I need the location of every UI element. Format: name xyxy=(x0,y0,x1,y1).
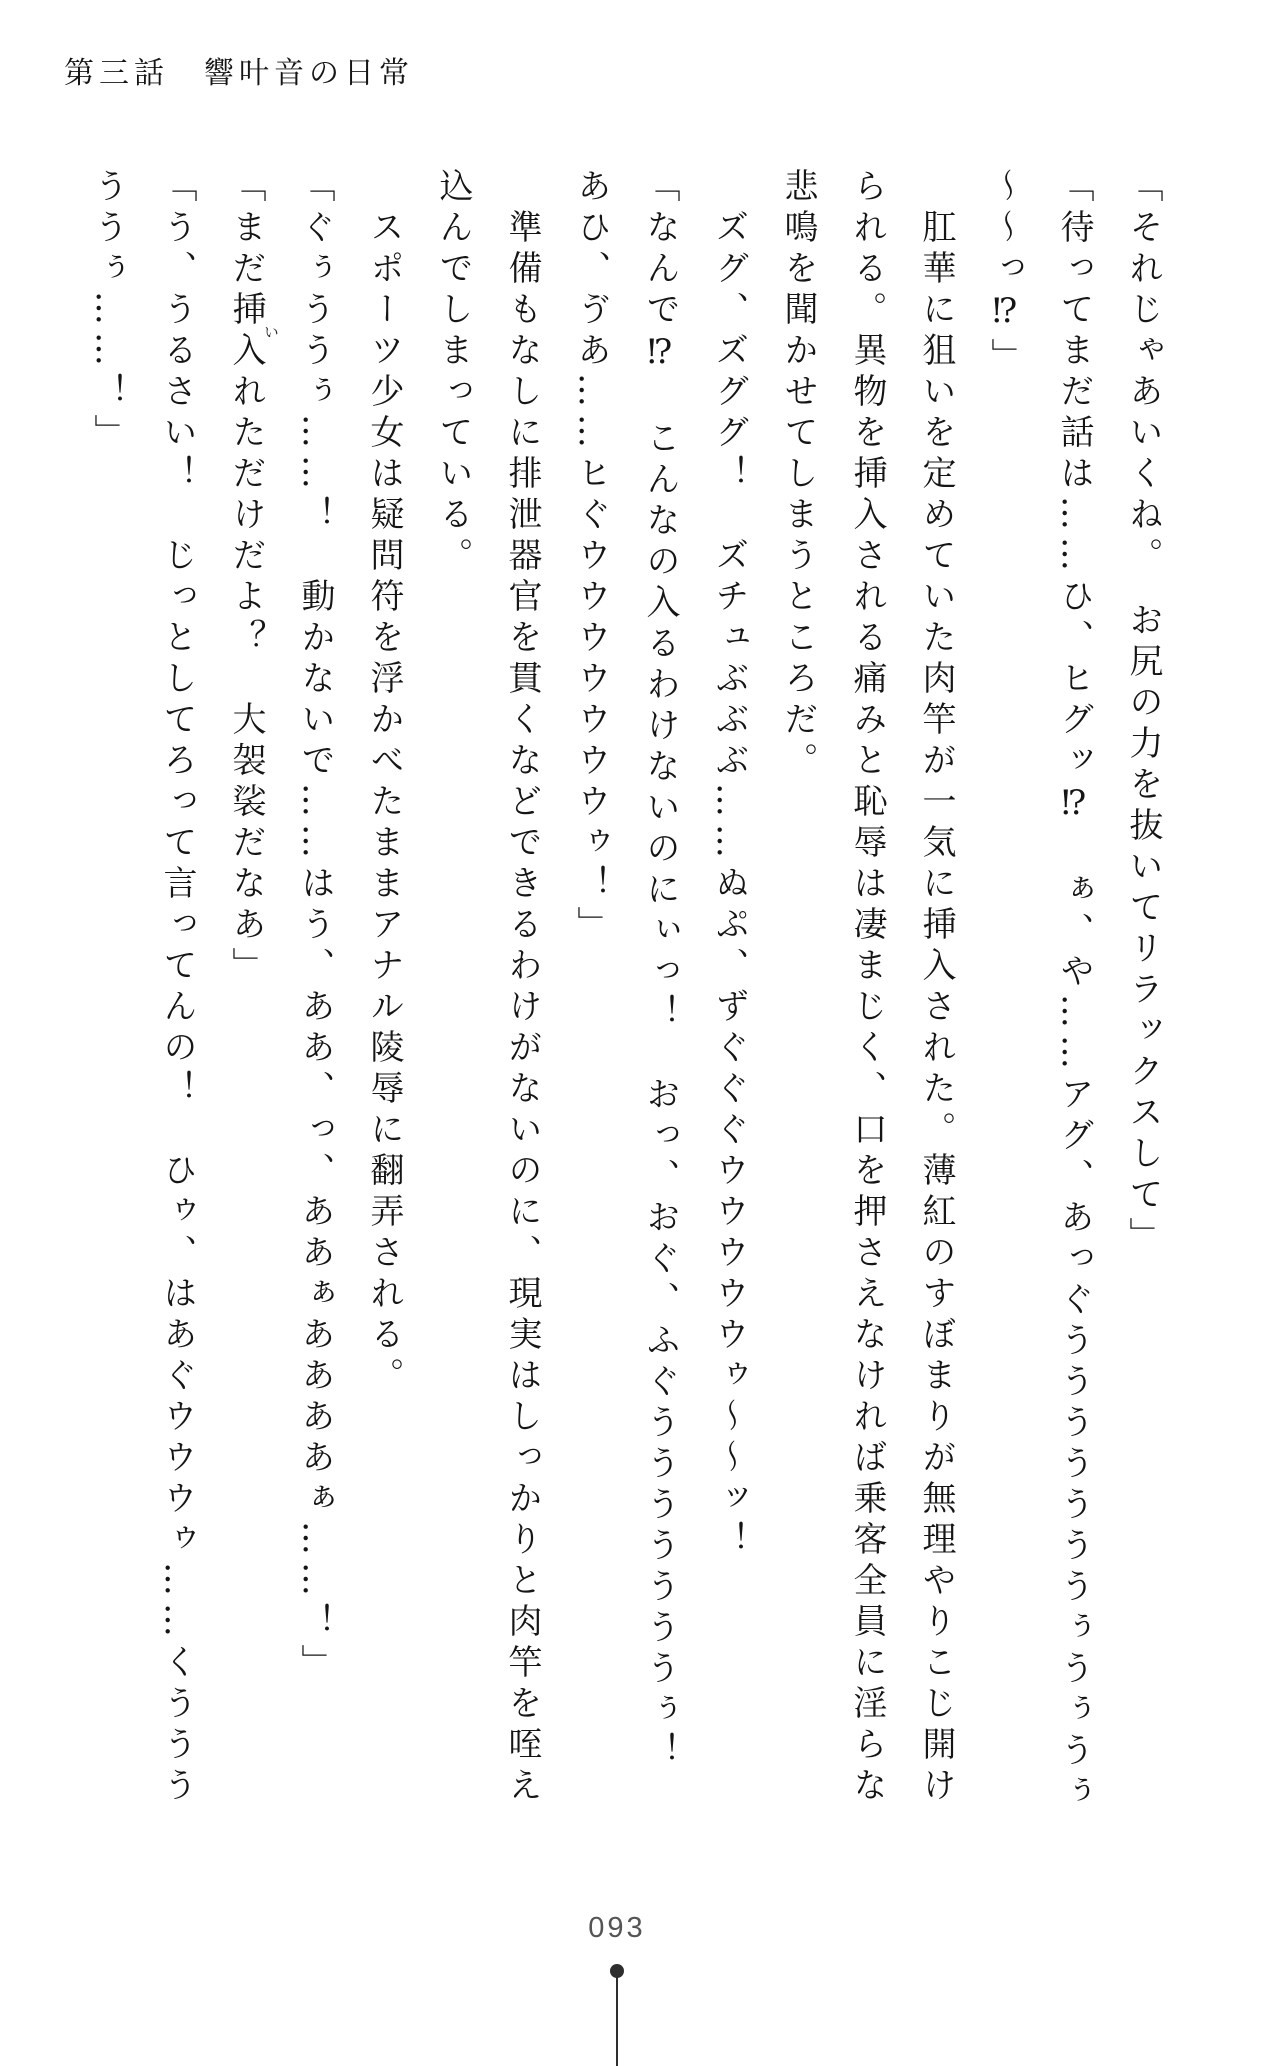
footer-line-ornament xyxy=(616,1976,618,2066)
text-column: スポーツ少女は疑問符を浮かべたままアナル陵辱に翻弄される。 xyxy=(364,209,404,1398)
text-column: 悲鳴を聞かせてしまうところだ。 xyxy=(778,168,818,783)
text-column: 肛華に狙いを定めていた肉竿が一気に挿入された。薄紅のすぼまりが無理やりこじ開け xyxy=(916,209,956,1808)
text-column: ううぅ……！」 xyxy=(88,168,128,455)
text-column: 「それじゃあいくね。 お尻の力を抜いてリラックスして」 xyxy=(1123,168,1163,1258)
ruby-annotated-word: 挿入い xyxy=(226,291,280,373)
text-column: あひ、ゔあ……ヒぐウウウウウウウゥ！」 xyxy=(571,168,611,947)
text-column: られる。異物を挿入される痛みと恥辱は凄まじく、口を押さえなければ乗客全員に淫らな xyxy=(847,168,887,1808)
text-column: 「なんで⁉ こんなの入るわけないのにぃっ！ おっ、おぐ、ふぐうううううううぅ！ xyxy=(640,168,680,1773)
page-number: 093 xyxy=(588,1912,646,1944)
text-column: 込んでしまっている。 xyxy=(433,168,473,578)
chapter-header: 第三話 響叶音の日常 xyxy=(64,56,414,91)
text-column: 「まだ挿入いれただけだよ？ 大袈裟だなあ」 xyxy=(226,168,280,988)
text-column: 「う、うるさい！ じっとしてろって言ってんの！ ひゥ、はあぐウウウゥ……くううう xyxy=(157,168,197,1808)
text-column: ～～っ⁉」 xyxy=(985,168,1025,379)
text-column: 「待ってまだ話は……ひ、ヒグッ⁉ ぁ、や……アグ、あっぐうううううううぅうぅうぅ xyxy=(1054,168,1094,1814)
body-text-block xyxy=(73,168,1177,2016)
text-column: 「ぐぅううぅ……！ 動かないで……はう、ああ、っ、ああぁああああぁ……！」 xyxy=(295,168,335,1685)
text-column: ズグ、ズググ！ ズチュぶぶぶ……ぬぷ、ずぐぐぐウウウウウゥ～～ッ！ xyxy=(709,209,749,1562)
text-column: 準備もなしに排泄器官を貫くなどできるわけがないのに、現実はしっかりと肉竿を咥え xyxy=(502,209,542,1808)
